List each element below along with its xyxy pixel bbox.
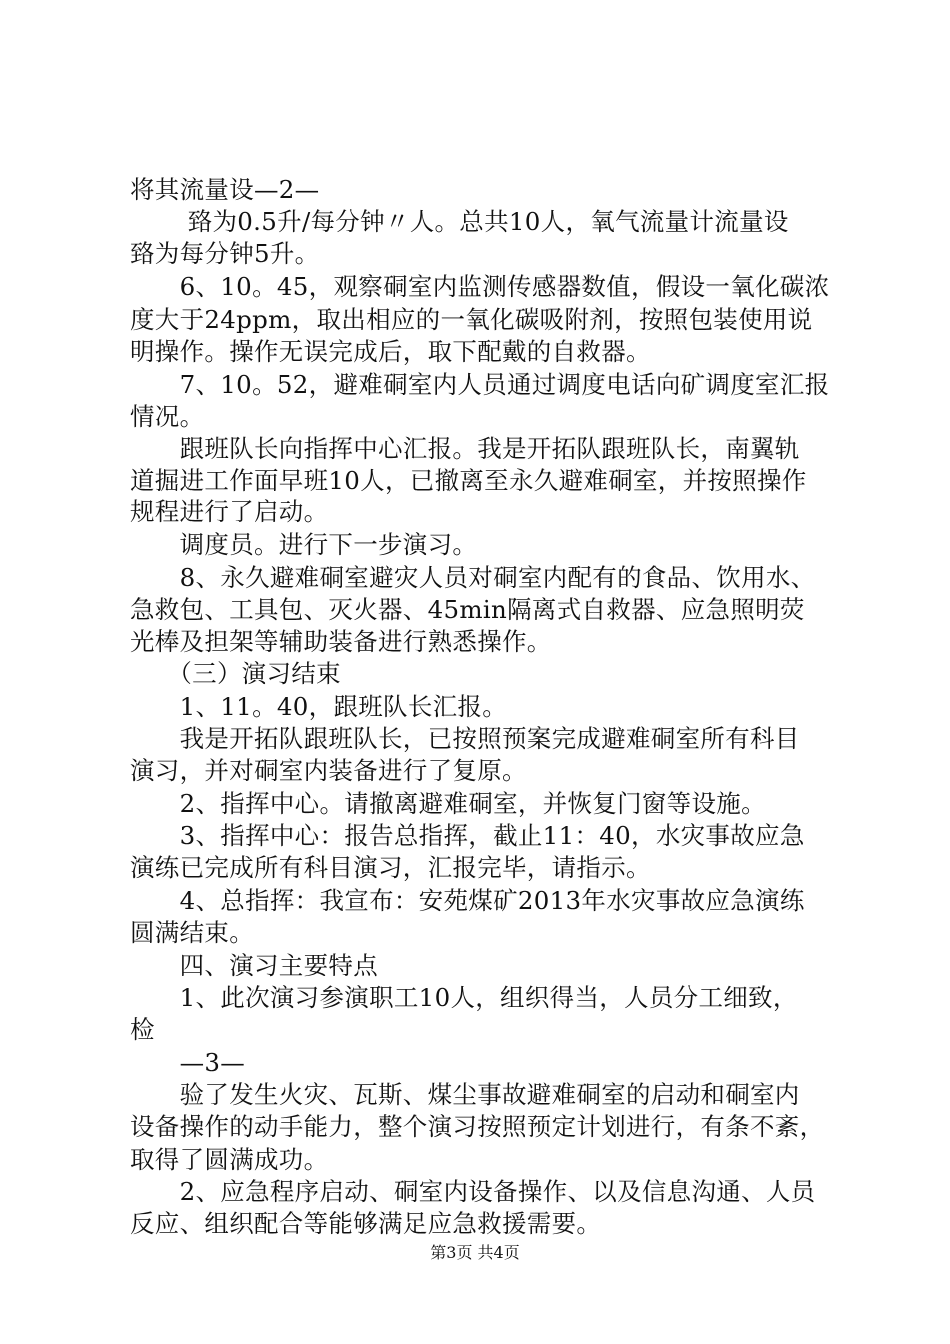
text-line: 道掘进工作面早班10人，已撤离至永久避难硐室，并按照操作	[130, 466, 807, 495]
text-line: 7、10。52，避难硐室内人员通过调度电话向矿调度室汇报	[130, 370, 830, 399]
text-line: 将其流量设—2—	[130, 175, 320, 204]
text-line: 急救包、工具包、灭火器、45min隔离式自救器、应急照明荧	[130, 595, 805, 624]
text-line: 验了发生火灾、瓦斯、煤尘事故避难硐室的启动和硐室内	[130, 1080, 800, 1109]
text-line: 检	[130, 1015, 155, 1044]
text-line: 2、指挥中心。请撤离避难硐室，并恢复门窗等设施。	[130, 789, 766, 818]
text-line: 4、总指挥：我宣布：安苑煤矿2013年水灾事故应急演练	[130, 886, 805, 915]
text-line: 臵为每分钟5升。	[130, 239, 320, 268]
text-line: 度大于24ppm，取出相应的一氧化碳吸附剂，按照包装使用说	[130, 305, 813, 334]
text-line: 跟班队长向指挥中心汇报。我是开拓队跟班队长，南翼轨	[130, 434, 800, 463]
section-heading: （三）演习结束	[130, 659, 341, 688]
text-line: 调度员。进行下一步演习。	[130, 530, 478, 559]
text-line: 演习，并对硐室内装备进行了复原。	[130, 756, 527, 785]
text-line: 1、此次演习参演职工10人，组织得当，人员分工细致，	[130, 983, 798, 1012]
text-line: 情况。	[130, 402, 205, 431]
text-line: 臵为0.5升/每分钟〃人。总共10人，氧气流量计流量设	[130, 207, 789, 236]
text-line: 设备操作的动手能力，整个演习按照预定计划进行，有条不紊，	[130, 1112, 825, 1141]
page-marker: —3—	[130, 1048, 246, 1077]
text-line: 2、应急程序启动、硐室内设备操作、以及信息沟通、人员	[130, 1177, 816, 1206]
text-line: 6、10。45，观察硐室内监测传感器数值，假设一氧化碳浓	[130, 272, 830, 301]
text-line: 8、永久避难硐室避灾人员对硐室内配有的食品、饮用水、	[130, 563, 816, 592]
text-line: 3、指挥中心：报告总指挥，截止11：40，水灾事故应急	[130, 821, 805, 850]
text-line: 规程进行了启动。	[130, 497, 329, 526]
text-line: 反应、组织配合等能够满足应急救援需要。	[130, 1209, 602, 1238]
page-footer: 第3页 共4页	[430, 1243, 520, 1262]
text-line: 1、11。40，跟班队长汇报。	[130, 692, 508, 721]
text-line: 取得了圆满成功。	[130, 1145, 329, 1174]
text-line: 我是开拓队跟班队长，已按照预案完成避难硐室所有科目	[130, 724, 800, 753]
section-heading: 四、演习主要特点	[130, 951, 378, 980]
text-line: 演练已完成所有科目演习，汇报完毕，请指示。	[130, 853, 651, 882]
text-line: 圆满结束。	[130, 918, 254, 947]
text-line: 光棒及担架等辅助装备进行熟悉操作。	[130, 627, 552, 656]
text-line: 明操作。操作无误完成后，取下配戴的自救器。	[130, 337, 651, 366]
